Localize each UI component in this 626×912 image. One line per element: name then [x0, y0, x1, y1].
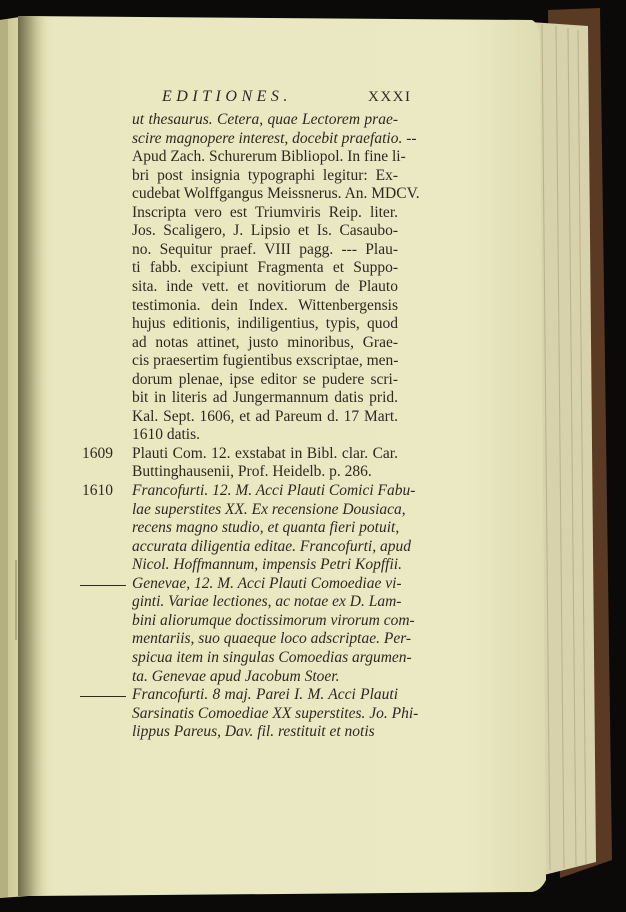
text-line: Apud Zach. Schurerum Bibliopol. In fine li-: [132, 148, 406, 166]
text-line: Francofurti. 8 maj. Parei I. M. Acci Plauti: [132, 686, 398, 704]
text-line: ginti. Variae lectiones, ac notae ex D. Lam-: [132, 593, 402, 611]
text-line: ut thesaurus. Cetera, quae Lectorem prae-: [132, 111, 398, 128]
text-line: testimonia. dein Index. Wittenbergensis: [132, 296, 398, 314]
margin-year: 1610: [82, 482, 113, 499]
text-line: Plauti Com. 12. exstabat in Bibl. clar. Car.: [132, 444, 398, 462]
text-line: cis praesertim fugientibus exscriptae, men-: [132, 352, 399, 370]
text-line: Sarsinatis Comoediae XX superstites. Jo. Phi-: [132, 704, 419, 722]
text-line: bri post insignia typographi legitur: Ex-: [132, 166, 398, 184]
text-line: sita. inde vett. et novitiorum de Plauto: [132, 277, 398, 295]
text-line: scire magnopere interest, docebit praefatio. --: [132, 129, 417, 147]
margin-year: 1609: [82, 444, 113, 462]
text-line: ta. Genevae apud Jacobum Stoer.: [132, 667, 340, 685]
text-line: spicua item in singulas Comoedias argumen-: [132, 648, 412, 666]
text-line: dorum plenae, ipse editor se pudere scri-: [132, 370, 398, 388]
text-line: Kal. Sept. 1606, et ad Pareum d. 17 Mart.: [132, 407, 398, 425]
text-line: lae superstites XX. Ex recensione Dousiaca,: [132, 500, 406, 518]
text-line: no. Sequitur praef. VIII pagg. --- Plau-: [132, 240, 398, 258]
page-number: XXXI: [368, 89, 412, 105]
running-head: EDITIONES.: [162, 88, 292, 105]
text-line: ti fabb. excipiunt Fragmenta et Suppo-: [132, 259, 398, 277]
text-line: bini aliorumque doctissimorum virorum com-: [132, 611, 415, 629]
text-line: Genevae, 12. M. Acci Plauti Comoediae vi-: [132, 574, 402, 592]
text-line: bit in literis ad Jungermannum datis prid.: [132, 389, 398, 407]
ditto-dash: [80, 696, 126, 697]
text-line: Nicol. Hoffmannum, impensis Petri Kopffii.: [132, 556, 402, 574]
text-line: lippus Pareus, Dav. fil. restituit et notis: [132, 723, 375, 741]
text-line: Buttinghausenii, Prof. Heidelb. p. 286.: [132, 463, 372, 481]
text-line: accurata diligentia editae. Francofurti, apud: [132, 537, 411, 555]
text-line: cudebat Wolffgangus Meissnerus. An. MDCV.: [132, 185, 420, 203]
gutter-shadow: [18, 16, 48, 896]
ditto-dash: [80, 585, 126, 586]
text-line: Francofurti. 12. M. Acci Plauti Comici Fabu-: [132, 482, 416, 499]
text-line: mentariis, suo quaeque loco adscriptae. Per-: [132, 630, 412, 648]
text-line: hujus editionis, indiligentius, typis, quod: [132, 315, 398, 333]
text-line: ad notas attinet, justo minoribus, Grae-: [132, 333, 398, 351]
text-line: Jos. Scaligero, J. Lipsio et Is. Casaubo-: [132, 222, 398, 240]
text-line: recens magno studio, et quanta fieri potuit,: [132, 519, 400, 537]
text-line: Inscripta vero est Triumviris Reip. liter.: [132, 203, 398, 221]
text-line: 1610 datis.: [132, 426, 201, 444]
